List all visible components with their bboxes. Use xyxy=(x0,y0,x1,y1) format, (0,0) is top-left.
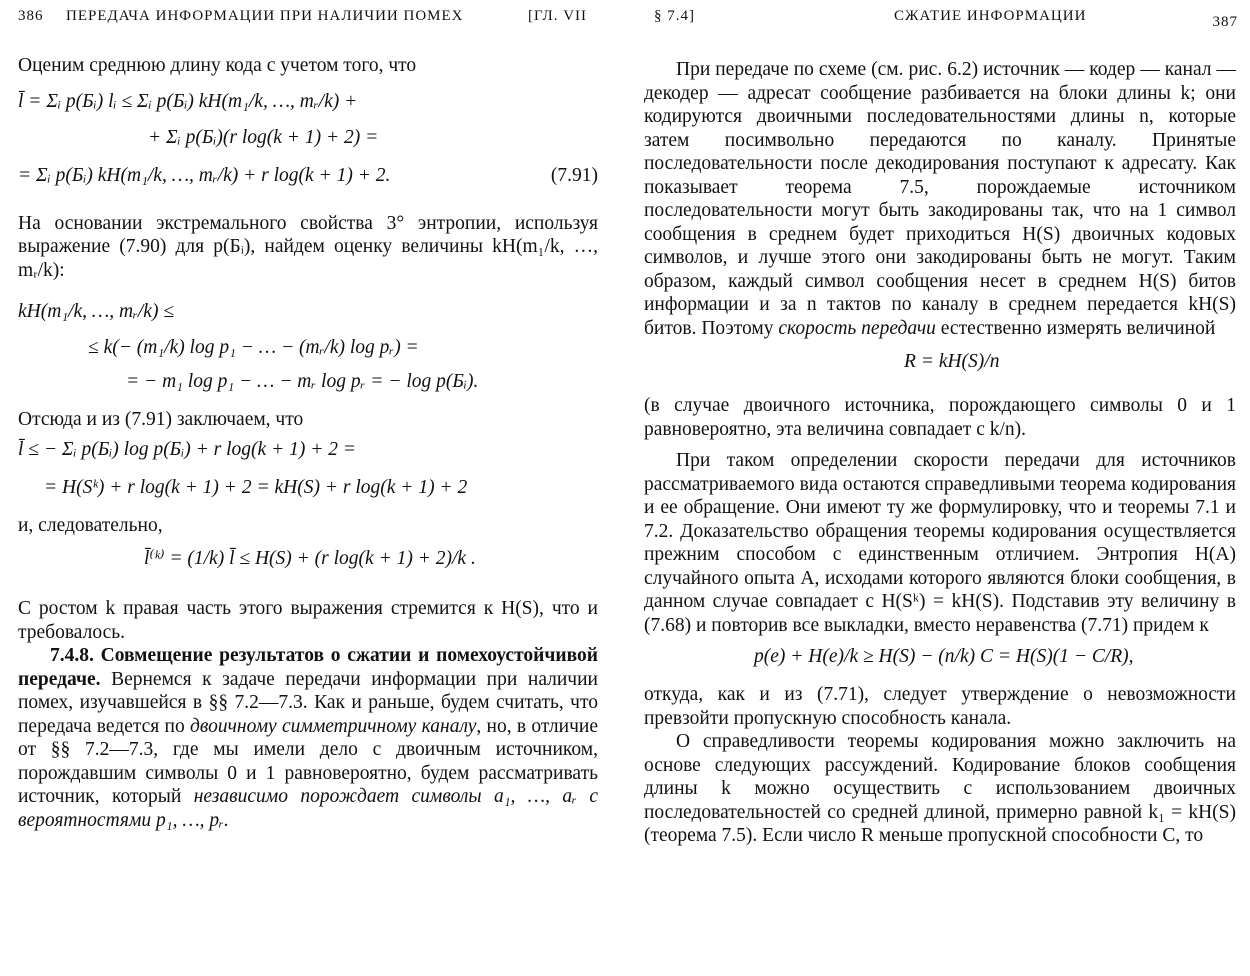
equation-line: + Σᵢ p(Бᵢ)(r log(k + 1) + 2) = xyxy=(148,126,379,148)
equation-line: = − m₁ log p₁ − … − mᵣ log pᵣ = − log p(Бᵢ). xyxy=(126,371,479,392)
equation-line: p(e) + H(e)/k ≥ H(S) − (n/k) C = H(S)(1 − C/R), xyxy=(754,646,1134,667)
equation-line: l̄⁽ᵏ⁾ = (1/k) l̄ ≤ H(S) + (r log(k + 1) + 2)/k . xyxy=(144,548,476,569)
paragraph: откуда, как и из (7.71), следует утверждение о невозможности превзойти пропускную способность канала. xyxy=(644,684,1236,729)
right-section-ref: § 7.4] xyxy=(654,8,695,24)
left-chapter-ref: [ГЛ. VII xyxy=(528,8,588,24)
right-page-number: 387 xyxy=(1212,14,1238,30)
equation-line: R = kH(S)/n xyxy=(904,351,1000,372)
paragraph: (в случае двоичного источника, порождающего символы 0 и 1 равновероятно, эта величина совпадает с k/n). xyxy=(644,395,1236,440)
left-running-head: ПЕРЕДАЧА ИНФОРМАЦИИ ПРИ НАЛИЧИИ ПОМЕХ xyxy=(66,8,464,24)
left-page-number: 386 xyxy=(18,8,44,24)
equation-line: kH(m₁/k, …, mᵣ/k) ≤ xyxy=(18,301,175,322)
left-page xyxy=(0,0,612,976)
equation-line: = Σᵢ p(Бᵢ) kH(m₁/k, …, mᵣ/k) + r log(k + 1) + 2. (7.91) xyxy=(18,164,598,186)
right-page-header xyxy=(644,8,1238,30)
right-page xyxy=(626,0,1250,976)
equation-number: (7.91) xyxy=(550,164,598,186)
equation-line: l̄ = Σᵢ p(Бᵢ) lᵢ ≤ Σᵢ p(Бᵢ) kH(m₁/k, …, mᵣ/k) + xyxy=(18,90,358,112)
left-page-header xyxy=(18,8,600,30)
paragraph: Отсюда и из (7.91) заключаем, что xyxy=(18,409,304,430)
left-page-body xyxy=(18,54,598,832)
paragraph: Оценим среднюю длину кода с учетом того, что xyxy=(18,55,417,76)
equation-line: = H(Sᵏ) + r log(k + 1) + 2 = kH(S) + r log(k + 1) + 2 xyxy=(44,476,468,498)
paragraph: При таком определении скорости передачи для источников рассматриваемого вида остаются справедливыми теорема кодирования и ее обращение. Они имеют ту же формулировку, что и теоремы 7.1 и 7.2. Доказательство обращения теоремы кодирования осуществляется прежним способом с единственным отличием. Энтропия H(A) случайного опыта A, исходами которого являются блоки сообщения, в данном случае совпадает с H(Sᵏ) = kH(S). Подставив эту величину в (7.68) и повторив все выкладки, вместо неравенства (7.71) придем к xyxy=(644,450,1236,636)
paragraph: При передаче по схеме (см. рис. 6.2) источник — кодер — канал — декодер — адресат сообщение разбивается на блоки длины k; они кодируются двоичными последовательностями длины n, которые затем посимвольно передаются по каналу. Принятые последовательности после декодирования поступают к адресату. Как показывает теорема 7.5, порождаемые источником последовательности могут быть закодированы так, что на 1 символ сообщения в среднем будет приходиться H(S) двоичных кодовых символов, и лучше этого они закодированы быть не могут. Таким образом, каждый символ сообщения несет в среднем H(S) битов информации и за n тактов по каналу в среднем передается kH(S) битов. Поэтому скорость передачи естественно измерять величиной xyxy=(644,59,1236,339)
paragraph: С ростом k правая часть этого выражения стремится к H(S), что и требовалось. xyxy=(18,598,598,643)
section-heading: 7.4.8. Совмещение результатов о сжатии и помехоустойчивой передаче. xyxy=(18,645,598,690)
right-page-body xyxy=(644,58,1236,848)
equation-line: l̄ ≤ − Σᵢ p(Бᵢ) log p(Бᵢ) + r log(k + 1) + 2 = xyxy=(18,438,357,460)
right-running-head: СЖАТИЕ ИНФОРМАЦИИ xyxy=(894,8,1087,24)
paragraph: На основании экстремального свойства 3° энтропии, используя выражение (7.90) для p(Бᵢ), найдем оценку величины kH(m₁/k, …, mᵣ/k): xyxy=(18,212,598,281)
section-paragraph: 7.4.8. Совмещение результатов о сжатии и помехоустойчивой передаче. Вернемся к задаче передачи информации при наличии помех, изучавшейся в §§ 7.2—7.3. Как и раньше, будем считать, что передача ведется по двоичному симметричному каналу, но, в отличие от §§ 7.2—7.3, где мы имели дело с двоичным источником, порождавшим символы 0 и 1 равновероятно, будем рассматривать источник, который независимо порождает символы a₁, …, aᵣ с вероятностями p₁, …, pᵣ. xyxy=(18,645,598,831)
paragraph: и, следовательно, xyxy=(18,514,163,536)
equation-line: ≤ k(− (m₁/k) log p₁ − … − (mᵣ/k) log pᵣ) = xyxy=(88,337,419,358)
paragraph: О справедливости теоремы кодирования можно заключить на основе следующих рассуждений. Кодирование блоков сообщения длины k можно осуществить с использованием двоичных последовательностей со средней длиной, примерно равной k₁ = kH(S) (теорема 7.5). Если число R меньше пропускной способности C, то xyxy=(644,731,1236,846)
